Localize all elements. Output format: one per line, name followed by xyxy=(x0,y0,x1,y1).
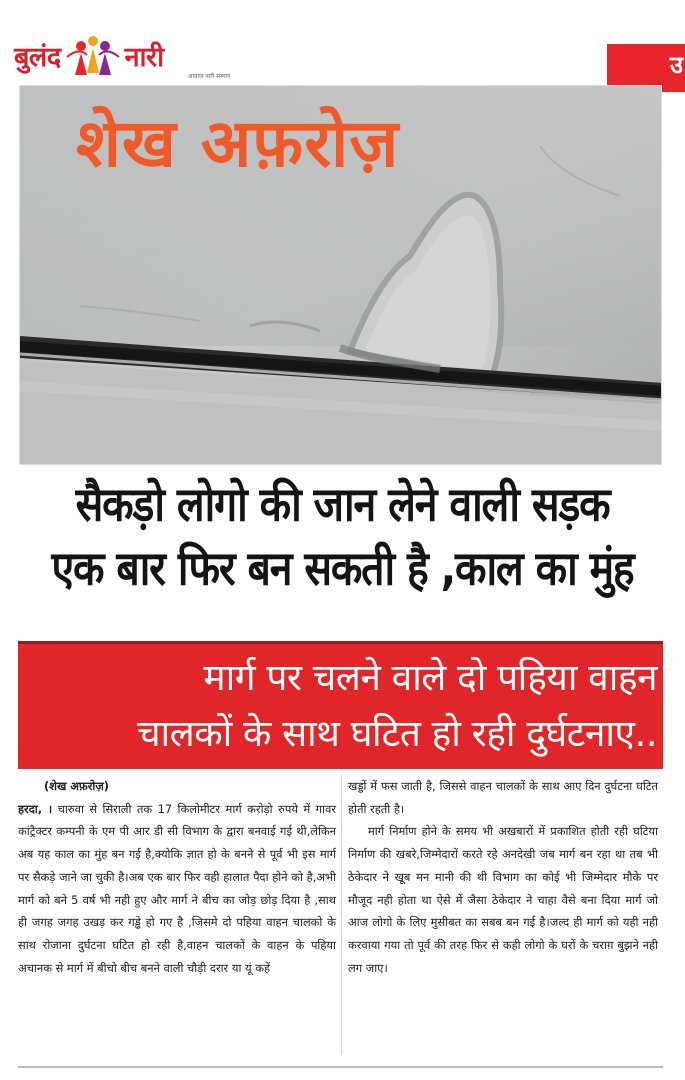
text-line: बना दिया मार्ग जो आज लोगो के लिए मुसीबत का xyxy=(348,892,659,930)
text-line: बुझने नही लग जाए। xyxy=(348,937,659,975)
news-photo xyxy=(19,85,662,465)
logo-tagline: आवाज नारी सम्मान xyxy=(188,73,231,80)
text-line: चारुवा से सिराली तक 17 किलोमीटर xyxy=(57,801,221,816)
headline xyxy=(0,472,685,601)
article-body xyxy=(18,775,663,1060)
headline-line-1: सैकड़ो लोगो की जान लेने वाली सड़क xyxy=(75,476,610,532)
text-line: मार्ग करोड़ो रुपये में गावर कांट्रैक्टर कम्पनी के एम पी xyxy=(18,801,336,839)
article-paragraph xyxy=(348,775,658,820)
article-paragraph xyxy=(348,820,658,979)
text-line: आए दिन दुर्घटना घटित होती रहती है। xyxy=(348,779,658,816)
logo-text-left: बुलंद xyxy=(14,41,61,73)
text-line: खड्डों में फस जाती है, जिससे वाहन चालकों के साथ xyxy=(348,779,560,793)
logo[interactable] xyxy=(14,30,164,80)
text-line: पूर्व भी इस मार्ग पर सैकड़े जाने जा चुकी है।अब एक xyxy=(18,847,337,884)
logo-text-right: नारी xyxy=(124,41,164,73)
logo-figures-icon xyxy=(63,33,123,77)
byline: (शेख अफ़रोज़) xyxy=(44,779,109,793)
text-line: यह काल का मुंह बन गई है,क्योकि ज्ञात हो के बनने से xyxy=(37,847,266,862)
text-line: हो रही है,वाहन चालकों के वाहन के पहिया अचानक xyxy=(18,937,336,975)
article-column-right xyxy=(348,775,658,979)
dateline: हरदा, । xyxy=(18,801,53,816)
text-line: गया तो पूर्व की तरह फिर से कही लोगो के घरों के चराग़ xyxy=(384,937,614,952)
text-line: अनदेखी जब मार्ग बन रहा था तब भी ठेकेदार ने खूब xyxy=(348,847,659,884)
article-column-left xyxy=(18,775,336,979)
text-line: आर डी सी विभाग के द्वारा बनवाई गई थी,लेकिन अब xyxy=(18,824,336,862)
bottom-rule xyxy=(18,1066,663,1068)
text-line: सबब बन गई है।जल्द ही मार्ग को यही नही करवाया xyxy=(348,915,658,952)
corner-banner-text: उ xyxy=(669,51,683,79)
text-line: 5 वर्ष भी नही हुए और मार्ग ने बीच का जोड़ छोड़ दिया xyxy=(71,892,301,907)
text-line: दो पहिया वाहन चालको के साथ रोजाना दुर्घटना घटित xyxy=(18,915,336,952)
photo-credit-overlay: शेख अफ़रोज़ xyxy=(76,105,400,182)
column-divider xyxy=(341,775,342,1055)
text-line: होती रही घटिया निर्माण की खबरे,जिम्मेदारों करते रहे xyxy=(348,824,659,862)
text-line: मार्ग निर्माण होने के समय भी अखबारों में प्रकाशित xyxy=(368,824,586,839)
text-line: है ,साथ ही जगह जगह उखड़ कर गड्ढे हो गए है ,जिसमे xyxy=(18,892,336,930)
subhead-banner xyxy=(18,641,663,769)
headline-line-2: एक बार फिर बन सकती है ,काल का मुंह xyxy=(51,541,634,597)
masthead xyxy=(0,0,685,85)
subhead-line-1: मार्ग पर चलने वाले दो पहिया वाहन xyxy=(203,656,657,699)
text-line: से मार्ग में बीचो बीच बनने वाली चौड़ी दरार या यूं कहें xyxy=(55,960,271,975)
text-line: मौजूद नही होता था ऐसे में जैसा ठेकेदार ने चाहा वैसे xyxy=(348,892,576,907)
text-line: मन मानी की थी विभाग का कोई भी जिम्मेदार मौके पर xyxy=(416,869,658,884)
subhead-line-2: चालकों के साथ घटित हो रही दुर्घटनाए.. xyxy=(137,712,657,755)
text-line: बार फिर वही हालात पैदा होने को है,अभी मार्ग को बने xyxy=(18,869,336,907)
article-paragraph xyxy=(18,798,336,980)
